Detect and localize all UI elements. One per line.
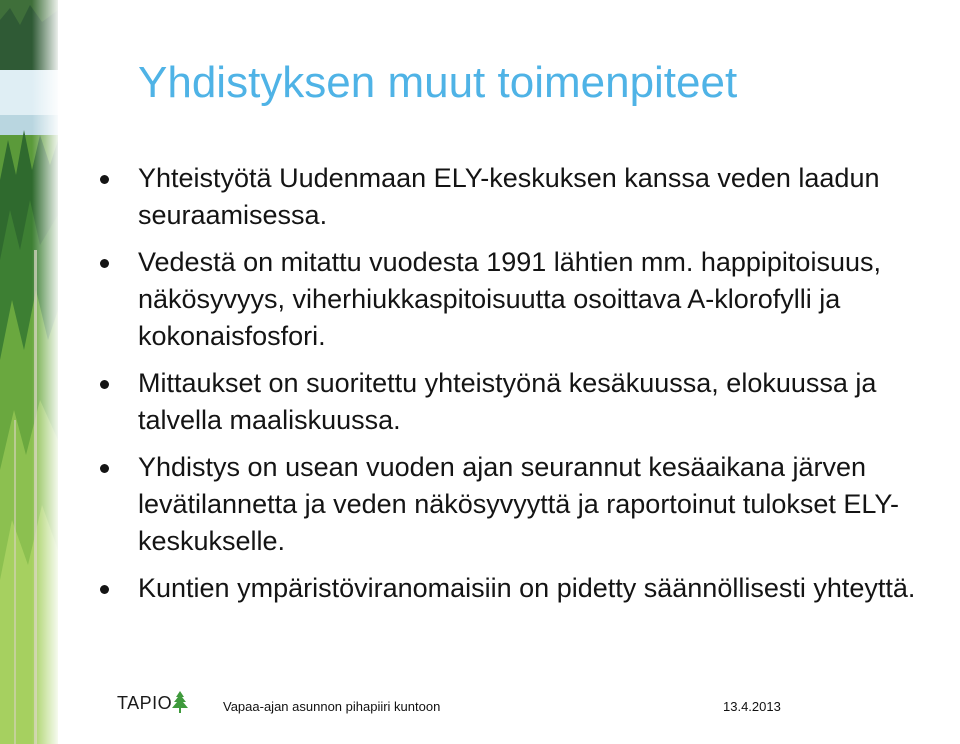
bullet-dot bbox=[100, 585, 109, 594]
bullet-text: Yhdistys on usean vuoden ajan seurannut kesäaikana järven levätilannetta ja veden näkösyvyyttä ja raportoinut tulokset ELY-keskukselle. bbox=[138, 452, 899, 556]
bullet-dot bbox=[100, 175, 109, 184]
footer-title: Vapaa-ajan asunnon pihapiiri kuntoon bbox=[223, 699, 441, 714]
footer-date: 13.4.2013 bbox=[723, 699, 781, 714]
bullet-dot bbox=[100, 259, 109, 268]
tree-icon bbox=[172, 691, 188, 716]
tapio-logo: TAPIO bbox=[117, 693, 173, 713]
bullet-item bbox=[100, 570, 955, 607]
bullet-item bbox=[100, 365, 955, 439]
bullet-item bbox=[100, 160, 955, 234]
bullet-text: Kuntien ympäristöviranomaisiin on pidetty säännöllisesti yhteyttä. bbox=[138, 573, 916, 603]
bullet-item bbox=[100, 244, 955, 355]
forest-lake-photo bbox=[0, 0, 58, 744]
bullet-list bbox=[100, 160, 955, 617]
bullet-dot bbox=[100, 464, 109, 473]
bullet-text: Mittaukset on suoritettu yhteistyönä kesäkuussa, elokuussa ja talvella maaliskuussa. bbox=[138, 368, 877, 435]
bullet-text: Yhteistyötä Uudenmaan ELY-keskuksen kanssa veden laadun seuraamisessa. bbox=[138, 163, 880, 230]
bullet-item bbox=[100, 449, 955, 560]
bullet-dot bbox=[100, 380, 109, 389]
slide-footer bbox=[0, 688, 960, 724]
bullet-text: Vedestä on mitattu vuodesta 1991 lähtien mm. happipitoisuus, näkösyvyys, viherhiukkaspitoisuutta osoittava A-klorofylli ja kokonaisfosfori. bbox=[138, 247, 881, 351]
slide-title: Yhdistyksen muut toimenpiteet bbox=[138, 58, 738, 107]
